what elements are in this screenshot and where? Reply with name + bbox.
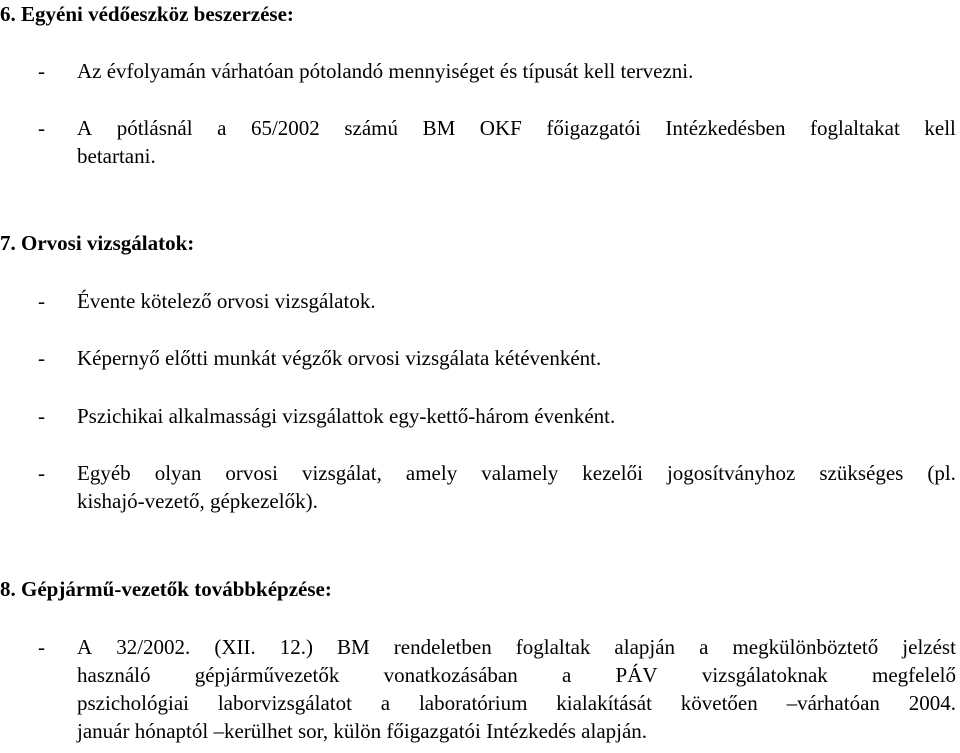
word: a bbox=[380, 691, 391, 715]
word: pszichológiai bbox=[77, 691, 189, 715]
word: követően bbox=[680, 691, 758, 715]
word: 65/2002 bbox=[250, 116, 320, 140]
list-item-text: Pszichikai alkalmassági vizsgálattok egy-kettő-három évenként. bbox=[77, 404, 616, 428]
list-item-text: Évente kötelező orvosi vizsgálatok. bbox=[77, 289, 376, 313]
word: a bbox=[561, 663, 572, 687]
word: 12.) bbox=[279, 635, 314, 659]
justified-line bbox=[77, 459, 956, 487]
word: számú bbox=[344, 116, 399, 140]
list-item-text-line bbox=[77, 459, 956, 487]
word: a bbox=[699, 635, 709, 659]
list-item-continuation: betartani. bbox=[77, 144, 156, 168]
word: jogosítványhoz bbox=[666, 461, 796, 485]
list-item-text-line bbox=[77, 661, 956, 689]
word: Egyéb bbox=[77, 461, 131, 485]
word: BM bbox=[422, 116, 456, 140]
section-7-heading: 7. Orvosi vizsgálatok: bbox=[0, 231, 195, 255]
word: BM bbox=[337, 635, 370, 659]
word: 32/2002. bbox=[116, 635, 191, 659]
justified-line bbox=[77, 633, 956, 661]
section-8-heading: 8. Gépjármű-vezetők továbbképzése: bbox=[0, 577, 332, 601]
word: gépjárművezetők bbox=[194, 663, 340, 687]
word: Intézkedésben bbox=[665, 116, 786, 140]
word: szükséges bbox=[819, 461, 904, 485]
list-dash: - bbox=[38, 461, 45, 485]
word: megfelelő bbox=[872, 663, 956, 687]
justified-line bbox=[77, 689, 956, 717]
word: laboratórium bbox=[418, 691, 528, 715]
list-item-text-line bbox=[77, 689, 956, 717]
list-dash: - bbox=[38, 404, 45, 428]
word: olyan bbox=[154, 461, 202, 485]
word: pótlásnál bbox=[116, 116, 193, 140]
word: alapján bbox=[614, 635, 676, 659]
list-dash: - bbox=[38, 635, 45, 659]
word: orvosi bbox=[225, 461, 278, 485]
word: használó bbox=[77, 663, 151, 687]
list-item-text-line bbox=[77, 114, 956, 142]
justified-line bbox=[77, 114, 956, 142]
word: A bbox=[77, 116, 93, 140]
list-item-text: Képernyő előtti munkát végzők orvosi vizsgálata kétévenként. bbox=[77, 346, 602, 370]
word: OKF bbox=[479, 116, 522, 140]
word: kezelői bbox=[582, 461, 643, 485]
word: jelzést bbox=[902, 635, 956, 659]
word: vizsgálatoknak bbox=[701, 663, 828, 687]
word: amely bbox=[405, 461, 458, 485]
list-item-continuation: január hónaptól –kerülhet sor, külön főigazgatói Intézkedés alapján. bbox=[77, 719, 648, 743]
word: PÁV bbox=[615, 663, 658, 687]
list-dash: - bbox=[38, 346, 45, 370]
word: laborvizsgálatot bbox=[217, 691, 352, 715]
word: –várhatóan bbox=[786, 691, 880, 715]
list-item-text: Az évfolyamán várhatóan pótolandó mennyiséget és típusát kell tervezni. bbox=[77, 59, 694, 83]
word: rendeletben bbox=[393, 635, 492, 659]
word: kell bbox=[924, 116, 956, 140]
word: foglaltak bbox=[515, 635, 591, 659]
list-dash: - bbox=[38, 59, 45, 83]
word: főigazgatói bbox=[546, 116, 641, 140]
word: valamely bbox=[481, 461, 559, 485]
word: A bbox=[77, 635, 93, 659]
word: a bbox=[217, 116, 227, 140]
word: foglaltakat bbox=[810, 116, 900, 140]
word: kialakítását bbox=[556, 691, 652, 715]
list-dash: - bbox=[38, 289, 45, 313]
section-6-heading: 6. Egyéni védőeszköz beszerzése: bbox=[0, 2, 294, 26]
word: 2004. bbox=[908, 691, 956, 715]
word: megkülönböztető bbox=[732, 635, 879, 659]
word: (pl. bbox=[927, 461, 956, 485]
list-item-text-line bbox=[77, 633, 956, 661]
word: vonatkozásában bbox=[383, 663, 518, 687]
word: (XII. bbox=[214, 635, 256, 659]
justified-line bbox=[77, 661, 956, 689]
list-dash: - bbox=[38, 116, 45, 140]
list-item-continuation: kishajó-vezető, gépkezelők). bbox=[77, 489, 318, 513]
word: vizsgálat, bbox=[301, 461, 382, 485]
